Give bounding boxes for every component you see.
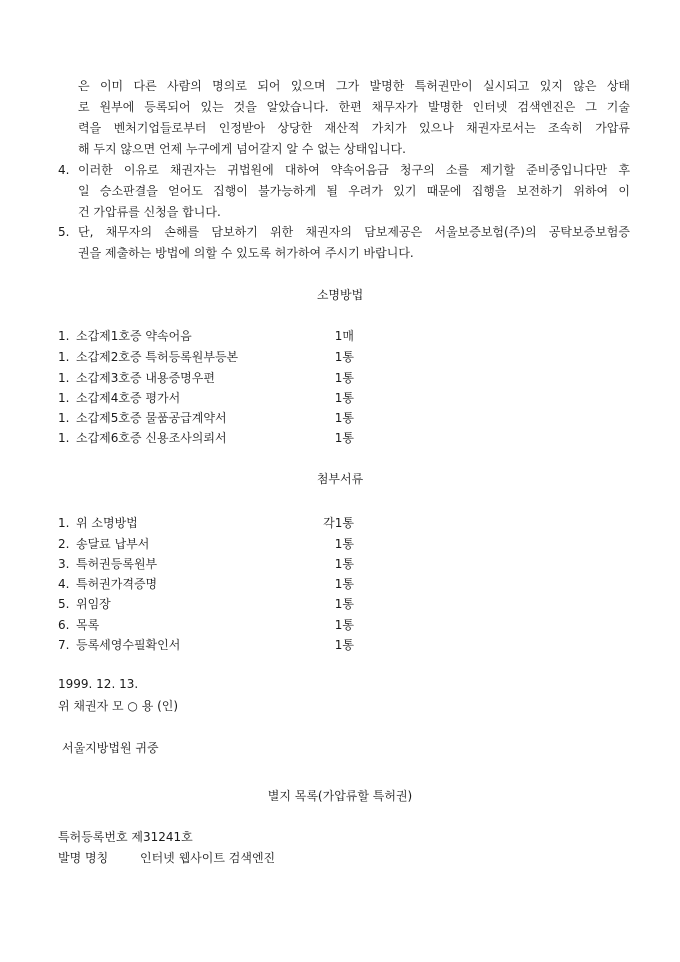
body-line: 단, 채무자의 손해를 담보하기 위한 채권자의 담보제공은 서울보증보험(주)의 공탁보증보험증 [78,225,630,239]
body-line: 로 원부에 등록되어 있는 것을 알았습니다. 한편 채무자가 발명한 인터넷 검색엔진은 그 기술 [78,100,630,114]
body-line: 력을 벤처기업들로부터 인정받아 상당한 재산적 가치가 있으나 채권자로서는 조속히 가압류 [78,121,630,135]
creditor-signature: 위 채권자 모 ○ 용 (인) [58,699,179,713]
invention-name: 인터넷 웹사이트 검색엔진 [140,851,276,865]
section-heading-evidence: 소명방법 [316,288,364,302]
document-page: 은 이미 다른 사람의 명의로 되어 있으며 그가 발명한 특허권만이 실시되고 있지 않은 상태 로 원부에 등록되어 있는 것을 알았습니다. 한편 채무자가 발명한 인터넷 검색엔진은 그 기술 력을 벤처기업들로부터 인정받아 상당한 재산적 가치가 있으나 채권자로서는 조속히 가압류 해 두지 않으면 언제 누구에게 넘어갈지 알 수 없는 상태입니다. 4. 이러한 이유로 채권자는 귀법원에 대하여 약속어음금 청구의 소를 제기할 준비중입니다만 후 일 승소판결을 얻어도 집행이 불가능하게 될 우려가 있기 때문에 집행을 보전하기 위하여 이 건 가압류를 신청을 합니다. 5. 단, 채무자의 손해를 담보하기 위한 채권자의 담보제공은 서울보증보험(주)의 공탁보증보험증 권을 제출하는 방법에 의할 수 있도록 허가하여 주시기 바랍니다. 소명방법 1. 소갑제1호증 약속어음 1매 1. 소갑제2호증 특허등록원부등본 1통 1. 소갑제3호증 내용증명우편 1통 1. 소갑제4호증 평가서 1통 1. 소갑제5호증 물품공급계약서 1통 1. 소갑제6호증 신용조사의뢰서 1통 첨부서류 1. 위 소명방법 각1통 2. 송달료 납부서 1통 3. 특허권등록원부 1통 4. 특허권가격증명 1통 5. 위임장 1통 6. 목록 1통 7. 등록세영수필확인서 1통 1999. 12. 13. 위 채권자 모 ○ 용 (인) 서울지방법원 귀중 별지 목록(가압류할 특허권) 특허등록번호 제31241호 발명 명칭 인터넷 웹사이트 검색엔진 [0,0,680,962]
section-heading-attachments: 첨부서류 [316,472,364,486]
body-line: 이러한 이유로 채권자는 귀법원에 대하여 약속어음금 청구의 소를 제기할 준비중입니다만 후 [78,163,630,177]
signing-date: 1999. 12. 13. [58,677,139,691]
invention-label: 발명 명칭 [58,851,109,865]
body-line: 권을 제출하는 방법에 의할 수 있도록 허가하여 주시기 바랍니다. [78,246,414,260]
patent-reg-number: 특허등록번호 제31241호 [58,830,193,844]
addressee: 서울지방법원 귀중 [62,741,159,755]
paragraph-number: 4. [58,163,70,177]
body-line: 해 두지 않으면 언제 누구에게 넘어갈지 알 수 없는 상태입니다. [78,142,406,156]
body-line: 건 가압류를 신청을 합니다. [78,205,221,219]
body-line: 일 승소판결을 얻어도 집행이 불가능하게 될 우려가 있기 때문에 집행을 보전하기 위하여 이 [78,184,630,198]
paragraph-number: 5. [58,225,70,239]
body-line: 은 이미 다른 사람의 명의로 되어 있으며 그가 발명한 특허권만이 실시되고 있지 않은 상태 [78,79,630,93]
annex-heading: 별지 목록(가압류할 특허권) [267,789,413,803]
